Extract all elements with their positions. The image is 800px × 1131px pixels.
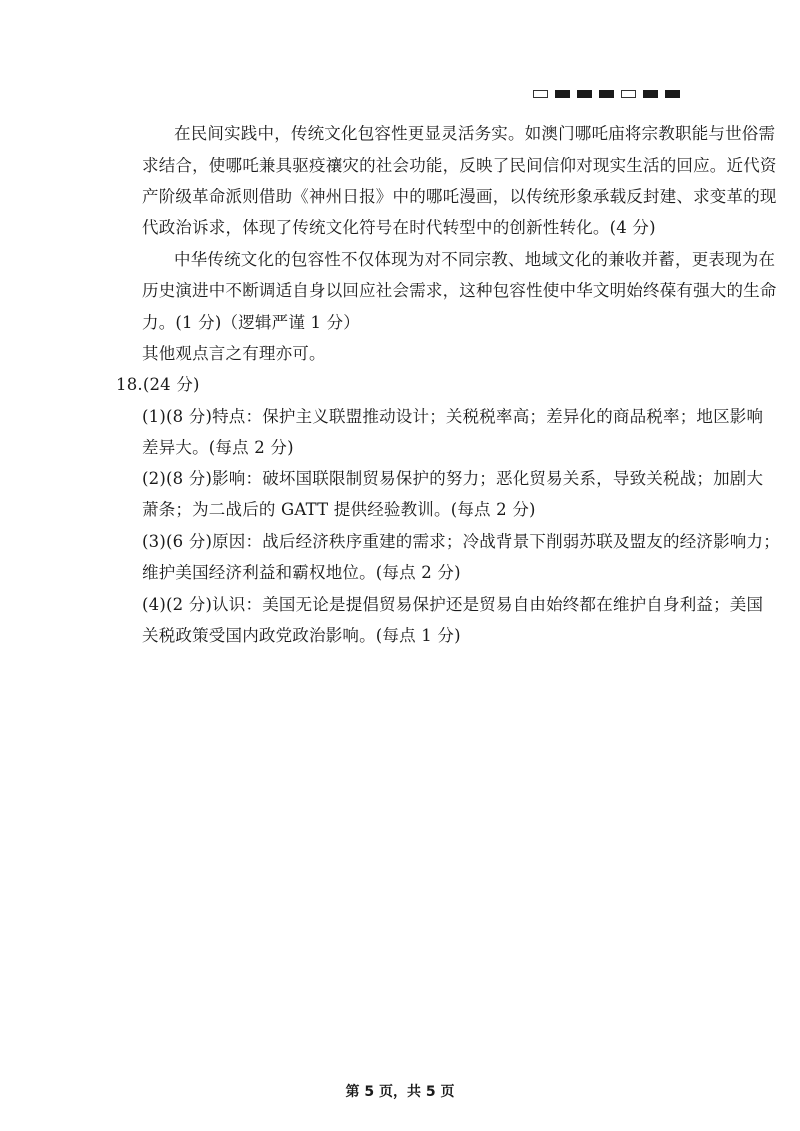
part-2-line: (2)(8 分)影响：破坏国联限制贸易保护的努力；恶化贸易关系，导致关税战；加剧大 bbox=[142, 469, 764, 488]
part-2-line: 萧条；为二战后的 GATT 提供经验教训。(每点 2 分) bbox=[142, 500, 536, 519]
header-mark bbox=[577, 90, 592, 98]
paragraph-2-line: 力。(1 分)（逻辑严谨 1 分） bbox=[142, 313, 361, 332]
part-1-line: 差异大。(每点 2 分) bbox=[142, 438, 294, 457]
header-mark bbox=[643, 90, 658, 98]
paragraph-1-line: 在民间实践中，传统文化包容性更显灵活务实。如澳门哪吒庙将宗教职能与世俗需 bbox=[174, 124, 776, 143]
part-4-line: 关税政策受国内政党政治影响。(每点 1 分) bbox=[142, 626, 461, 645]
part-3-line: 维护美国经济利益和霸权地位。(每点 2 分) bbox=[142, 563, 461, 582]
part-4-line: (4)(2 分)认识：美国无论是提倡贸易保护还是贸易自由始终都在维护自身利益；美国 bbox=[142, 595, 764, 614]
paragraph-1-line: 求结合，使哪吒兼具驱疫禳灾的社会功能，反映了民间信仰对现实生活的回应。近代资 bbox=[142, 156, 777, 175]
other-views-note: 其他观点言之有理亦可。 bbox=[142, 344, 326, 363]
header-mark bbox=[665, 90, 680, 98]
question-18-heading bbox=[116, 375, 200, 395]
page-footer: 第 5 页，共 5 页 bbox=[345, 1084, 455, 1100]
header-mark bbox=[533, 90, 548, 98]
question-score: (24 分) bbox=[142, 375, 200, 394]
paragraph-1-line: 代政治诉求，体现了传统文化符号在时代转型中的创新性转化。(4 分) bbox=[142, 218, 656, 237]
paragraph-2-line: 中华传统文化的包容性不仅体现为对不同宗教、地域文化的兼收并蓄，更表现为在 bbox=[174, 250, 776, 269]
header-mark bbox=[599, 90, 614, 98]
part-1-line: (1)(8 分)特点：保护主义联盟推动设计；关税税率高；差异化的商品税率；地区影响 bbox=[142, 407, 764, 426]
header-marks bbox=[533, 89, 687, 99]
question-number: 18. bbox=[116, 375, 143, 394]
part-3-line: (3)(6 分)原因：战后经济秩序重建的需求；冷战背景下削弱苏联及盟友的经济影响力； bbox=[142, 532, 780, 551]
paragraph-2-line: 历史演进中不断调适自身以回应社会需求，这种包容性使中华文明始终葆有强大的生命 bbox=[142, 281, 777, 300]
header-mark bbox=[621, 90, 636, 98]
header-mark bbox=[555, 90, 570, 98]
paragraph-1-line: 产阶级革命派则借助《神州日报》中的哪吒漫画，以传统形象承载反封建、求变革的现 bbox=[142, 187, 777, 206]
